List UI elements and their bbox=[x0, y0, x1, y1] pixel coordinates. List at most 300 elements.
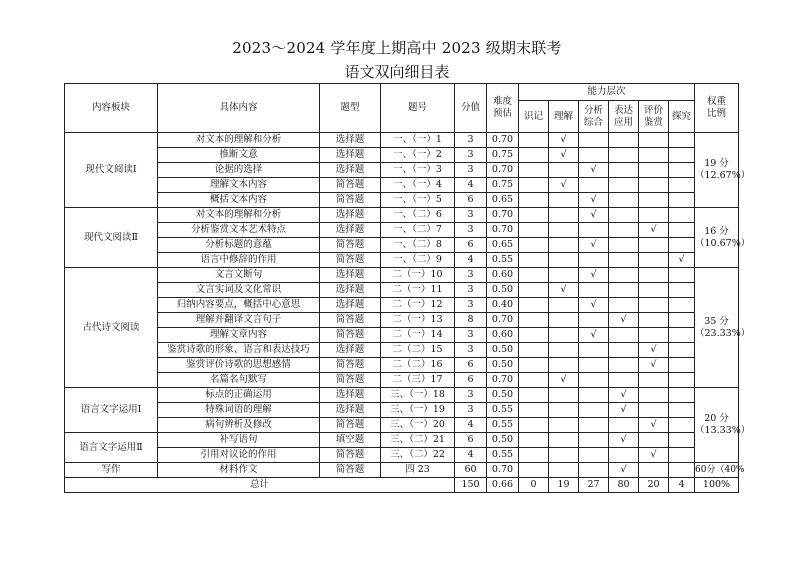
ability-cell bbox=[519, 193, 549, 208]
ability-cell bbox=[609, 238, 639, 253]
qnum-cell: 四 23 bbox=[381, 463, 455, 478]
content-cell: 推断文意 bbox=[158, 148, 320, 163]
table-row bbox=[65, 223, 739, 238]
ability-cell bbox=[579, 313, 609, 328]
ability-cell bbox=[669, 388, 695, 403]
table-row bbox=[65, 193, 739, 208]
header-qtype: 题型 bbox=[320, 84, 381, 133]
table-row bbox=[65, 418, 739, 433]
ability-cell bbox=[579, 133, 609, 148]
ability-cell bbox=[549, 418, 579, 433]
difficulty-cell: 0.65 bbox=[487, 193, 519, 208]
ability-cell bbox=[639, 328, 669, 343]
check-mark: √ bbox=[579, 208, 609, 223]
header-ability-col: 理解 bbox=[549, 101, 579, 133]
ability-cell bbox=[519, 313, 549, 328]
qtype-cell: 选择题 bbox=[320, 133, 381, 148]
total-label: 总计 bbox=[65, 478, 455, 493]
header-ability-col: 识记 bbox=[519, 101, 549, 133]
qtype-cell: 选择题 bbox=[320, 268, 381, 283]
check-mark: √ bbox=[609, 433, 639, 448]
ability-cell bbox=[549, 163, 579, 178]
ability-cell bbox=[669, 328, 695, 343]
ability-cell bbox=[669, 448, 695, 463]
ability-cell bbox=[639, 283, 669, 298]
check-mark: √ bbox=[549, 283, 579, 298]
qnum-cell: 三、（一）18 bbox=[381, 388, 455, 403]
ability-total-cell: 20 bbox=[639, 478, 669, 493]
writing-row bbox=[65, 463, 739, 478]
ability-cell bbox=[519, 223, 549, 238]
table-row bbox=[65, 343, 739, 358]
check-mark: √ bbox=[579, 238, 609, 253]
difficulty-cell: 0.50 bbox=[487, 433, 519, 448]
ability-cell bbox=[519, 463, 549, 478]
qnum-cell: 二（一）11 bbox=[381, 283, 455, 298]
ability-cell bbox=[609, 133, 639, 148]
qnum-cell: 二（一）13 bbox=[381, 313, 455, 328]
content-cell: 文言文断句 bbox=[158, 268, 320, 283]
ability-cell bbox=[549, 313, 579, 328]
content-cell: 引用对议论的作用 bbox=[158, 448, 320, 463]
score-cell: 4 bbox=[455, 178, 487, 193]
content-cell: 鉴赏评价诗歌的思想感情 bbox=[158, 358, 320, 373]
ability-cell bbox=[579, 418, 609, 433]
table-row bbox=[65, 403, 739, 418]
difficulty-cell: 0.40 bbox=[487, 298, 519, 313]
qnum-cell: 二（一）14 bbox=[381, 328, 455, 343]
content-cell: 名篇名句默写 bbox=[158, 373, 320, 388]
qnum-cell: 一、（一）5 bbox=[381, 193, 455, 208]
ability-cell bbox=[519, 418, 549, 433]
weight-cell: 35 分 （23.33%） bbox=[695, 268, 739, 388]
table-row bbox=[65, 313, 739, 328]
ability-cell bbox=[579, 388, 609, 403]
check-mark: √ bbox=[579, 193, 609, 208]
ability-cell bbox=[669, 283, 695, 298]
qtype-cell: 简答题 bbox=[320, 373, 381, 388]
score-cell: 6 bbox=[455, 238, 487, 253]
score-cell: 3 bbox=[455, 208, 487, 223]
difficulty-cell: 0.50 bbox=[487, 343, 519, 358]
table-row bbox=[65, 433, 739, 448]
score-cell: 3 bbox=[455, 328, 487, 343]
ability-cell bbox=[549, 328, 579, 343]
qnum-cell: 一、（二）8 bbox=[381, 238, 455, 253]
ability-cell bbox=[609, 223, 639, 238]
score-cell: 6 bbox=[455, 433, 487, 448]
qtype-cell: 简答题 bbox=[320, 313, 381, 328]
ability-cell bbox=[639, 373, 669, 388]
ability-cell bbox=[669, 343, 695, 358]
ability-cell bbox=[639, 433, 669, 448]
ability-cell bbox=[669, 223, 695, 238]
difficulty-cell: 0.50 bbox=[487, 388, 519, 403]
check-mark: √ bbox=[549, 178, 579, 193]
content-cell: 理解并翻译文言句子 bbox=[158, 313, 320, 328]
section-name: 写作 bbox=[65, 463, 158, 478]
ability-cell bbox=[669, 298, 695, 313]
content-cell: 病句辨析及修改 bbox=[158, 418, 320, 433]
header-row-1 bbox=[65, 84, 739, 101]
score-cell: 4 bbox=[455, 253, 487, 268]
ability-cell bbox=[609, 358, 639, 373]
weight-cell: 20 分 （13.33%） bbox=[695, 388, 739, 463]
ability-cell bbox=[609, 418, 639, 433]
check-mark: √ bbox=[549, 133, 579, 148]
ability-cell bbox=[549, 388, 579, 403]
qtype-cell: 简答题 bbox=[320, 463, 381, 478]
ability-cell bbox=[549, 433, 579, 448]
qnum-cell: 二（一）10 bbox=[381, 268, 455, 283]
ability-cell bbox=[639, 268, 669, 283]
ability-cell bbox=[609, 448, 639, 463]
qtype-cell: 简答题 bbox=[320, 328, 381, 343]
header-qnum: 题号 bbox=[381, 84, 455, 133]
ability-cell bbox=[669, 358, 695, 373]
page-subtitle: 语文双向细目表 bbox=[344, 63, 450, 81]
qnum-cell: 一、（二）7 bbox=[381, 223, 455, 238]
qnum-cell: 一、（一）2 bbox=[381, 148, 455, 163]
ability-cell bbox=[669, 148, 695, 163]
ability-cell bbox=[609, 193, 639, 208]
ability-cell bbox=[639, 178, 669, 193]
ability-cell bbox=[549, 403, 579, 418]
ability-cell bbox=[579, 253, 609, 268]
ability-cell bbox=[579, 433, 609, 448]
ability-cell bbox=[609, 283, 639, 298]
qnum-cell: 二（二）15 bbox=[381, 343, 455, 358]
qtype-cell: 选择题 bbox=[320, 298, 381, 313]
ability-cell bbox=[549, 193, 579, 208]
table-row bbox=[65, 373, 739, 388]
ability-cell bbox=[639, 388, 669, 403]
ability-cell bbox=[609, 163, 639, 178]
table-body bbox=[65, 84, 751, 493]
content-cell: 对文本的理解和分析 bbox=[158, 133, 320, 148]
table-row bbox=[65, 358, 739, 373]
score-cell: 3 bbox=[455, 163, 487, 178]
header-ability-col: 分析 综合 bbox=[579, 101, 609, 133]
check-mark: √ bbox=[549, 148, 579, 163]
section-name: 现代文阅读Ⅰ bbox=[65, 133, 158, 208]
check-mark: √ bbox=[579, 328, 609, 343]
header-ability-col: 评价 鉴赏 bbox=[639, 101, 669, 133]
ability-cell bbox=[639, 253, 669, 268]
qtype-cell: 简答题 bbox=[320, 178, 381, 193]
ability-cell bbox=[579, 403, 609, 418]
score-cell: 3 bbox=[455, 148, 487, 163]
ability-cell bbox=[549, 223, 579, 238]
ability-cell bbox=[609, 253, 639, 268]
difficulty-cell: 0.60 bbox=[487, 268, 519, 283]
ability-cell bbox=[639, 298, 669, 313]
ability-total-cell: 0 bbox=[519, 478, 549, 493]
table-row bbox=[65, 448, 739, 463]
content-cell: 概括文本内容 bbox=[158, 193, 320, 208]
content-cell: 理解文本内容 bbox=[158, 178, 320, 193]
qtype-cell: 简答题 bbox=[320, 253, 381, 268]
ability-cell bbox=[579, 343, 609, 358]
qtype-cell: 选择题 bbox=[320, 208, 381, 223]
ability-cell bbox=[669, 463, 695, 478]
qnum-cell: 二（一）12 bbox=[381, 298, 455, 313]
ability-cell bbox=[669, 193, 695, 208]
ability-cell bbox=[639, 208, 669, 223]
section-name: 语言文字运用Ⅱ bbox=[65, 433, 158, 463]
ability-cell bbox=[609, 208, 639, 223]
score-cell: 6 bbox=[455, 193, 487, 208]
difficulty-cell: 0.70 bbox=[487, 208, 519, 223]
check-mark: √ bbox=[549, 373, 579, 388]
difficulty-cell: 0.70 bbox=[487, 373, 519, 388]
qtype-cell: 选择题 bbox=[320, 388, 381, 403]
section-name: 语言文字运用Ⅰ bbox=[65, 388, 158, 433]
check-mark: √ bbox=[639, 343, 669, 358]
qtype-cell: 简答题 bbox=[320, 448, 381, 463]
total-row bbox=[65, 478, 739, 493]
header-content: 具体内容 bbox=[158, 84, 320, 133]
score-cell: 3 bbox=[455, 223, 487, 238]
difficulty-cell: 0.70 bbox=[487, 133, 519, 148]
ability-cell bbox=[669, 268, 695, 283]
ability-cell bbox=[609, 148, 639, 163]
check-mark: √ bbox=[609, 463, 639, 478]
ability-cell bbox=[549, 448, 579, 463]
score-cell: 3 bbox=[455, 343, 487, 358]
score-cell: 150 bbox=[455, 478, 487, 493]
section-name: 古代诗文阅读 bbox=[65, 268, 158, 388]
table-row bbox=[65, 148, 739, 163]
ability-cell bbox=[579, 358, 609, 373]
qnum-cell: 三、（一）20 bbox=[381, 418, 455, 433]
ability-cell bbox=[519, 268, 549, 283]
score-cell: 3 bbox=[455, 268, 487, 283]
qtype-cell: 选择题 bbox=[320, 223, 381, 238]
ability-cell bbox=[519, 178, 549, 193]
ability-cell bbox=[609, 343, 639, 358]
check-mark: √ bbox=[609, 403, 639, 418]
score-cell: 3 bbox=[455, 388, 487, 403]
qnum-cell: 一、（二）9 bbox=[381, 253, 455, 268]
ability-cell bbox=[549, 268, 579, 283]
content-cell: 归纳内容要点，概括中心意思 bbox=[158, 298, 320, 313]
table-row bbox=[65, 268, 739, 283]
ability-cell bbox=[669, 208, 695, 223]
section-name: 现代文阅读Ⅱ bbox=[65, 208, 158, 268]
ability-cell bbox=[579, 283, 609, 298]
qtype-cell: 选择题 bbox=[320, 163, 381, 178]
difficulty-cell: 0.65 bbox=[487, 238, 519, 253]
ability-cell bbox=[609, 328, 639, 343]
content-cell: 鉴赏诗歌的形象、语言和表达技巧 bbox=[158, 343, 320, 358]
difficulty-cell: 0.70 bbox=[487, 313, 519, 328]
ability-cell bbox=[639, 238, 669, 253]
ability-cell bbox=[669, 403, 695, 418]
score-cell: 3 bbox=[455, 133, 487, 148]
ability-cell bbox=[549, 238, 579, 253]
check-mark: √ bbox=[669, 253, 695, 268]
content-cell: 对文本的理解和分析 bbox=[158, 208, 320, 223]
qnum-cell: 三、（一）19 bbox=[381, 403, 455, 418]
content-cell: 语言中修辞的作用 bbox=[158, 253, 320, 268]
check-mark: √ bbox=[639, 448, 669, 463]
score-cell: 3 bbox=[455, 403, 487, 418]
ability-cell bbox=[549, 343, 579, 358]
ability-cell bbox=[669, 163, 695, 178]
content-cell: 分析鉴赏文本艺术特点 bbox=[158, 223, 320, 238]
ability-cell bbox=[579, 148, 609, 163]
table-row bbox=[65, 283, 739, 298]
check-mark: √ bbox=[609, 388, 639, 403]
difficulty-cell: 0.70 bbox=[487, 223, 519, 238]
qtype-cell: 选择题 bbox=[320, 283, 381, 298]
qnum-cell: 二（三）17 bbox=[381, 373, 455, 388]
table-row bbox=[65, 163, 739, 178]
ability-cell bbox=[519, 208, 549, 223]
ability-cell bbox=[519, 448, 549, 463]
ability-cell bbox=[519, 298, 549, 313]
ability-cell bbox=[609, 298, 639, 313]
ability-cell bbox=[639, 148, 669, 163]
check-mark: √ bbox=[639, 418, 669, 433]
difficulty-cell: 0.55 bbox=[487, 403, 519, 418]
qnum-cell: 一、（一）3 bbox=[381, 163, 455, 178]
ability-cell bbox=[579, 178, 609, 193]
ability-cell bbox=[639, 313, 669, 328]
qnum-cell: 一、（一）4 bbox=[381, 178, 455, 193]
ability-cell bbox=[519, 403, 549, 418]
ability-cell bbox=[579, 448, 609, 463]
ability-cell bbox=[519, 238, 549, 253]
ability-cell bbox=[519, 328, 549, 343]
ability-cell bbox=[669, 373, 695, 388]
ability-total-cell: 19 bbox=[549, 478, 579, 493]
content-cell: 材料作文 bbox=[158, 463, 320, 478]
header-weight: 权重 比例 bbox=[695, 84, 739, 133]
difficulty-cell: 0.55 bbox=[487, 253, 519, 268]
qtype-cell: 简答题 bbox=[320, 418, 381, 433]
ability-total-cell: 80 bbox=[609, 478, 639, 493]
check-mark: √ bbox=[609, 313, 639, 328]
content-cell: 特殊词语的理解 bbox=[158, 403, 320, 418]
score-cell: 3 bbox=[455, 298, 487, 313]
ability-cell bbox=[519, 163, 549, 178]
check-mark: √ bbox=[579, 163, 609, 178]
ability-cell bbox=[639, 193, 669, 208]
ability-cell bbox=[549, 208, 579, 223]
ability-cell bbox=[639, 163, 669, 178]
header-ability-col: 探究 bbox=[669, 101, 695, 133]
ability-cell bbox=[579, 223, 609, 238]
qtype-cell: 简答题 bbox=[320, 238, 381, 253]
qtype-cell: 简答题 bbox=[320, 193, 381, 208]
content-cell: 补写语句 bbox=[158, 433, 320, 448]
ability-cell bbox=[519, 358, 549, 373]
qtype-cell: 简答题 bbox=[320, 358, 381, 373]
ability-cell bbox=[519, 148, 549, 163]
header-ability-col: 表达 应用 bbox=[609, 101, 639, 133]
ability-cell bbox=[519, 373, 549, 388]
header-ability: 能力层次 bbox=[519, 84, 695, 101]
qtype-cell: 选择题 bbox=[320, 343, 381, 358]
difficulty-cell: 0.50 bbox=[487, 358, 519, 373]
qtype-cell: 填空题 bbox=[320, 433, 381, 448]
ability-cell bbox=[609, 178, 639, 193]
ability-cell bbox=[549, 298, 579, 313]
ability-cell bbox=[669, 133, 695, 148]
weight-cell: 60分（40% bbox=[695, 463, 739, 478]
table-row bbox=[65, 178, 739, 193]
difficulty-cell: 0.60 bbox=[487, 328, 519, 343]
ability-cell bbox=[519, 433, 549, 448]
qnum-cell: 三、（二）22 bbox=[381, 448, 455, 463]
score-cell: 6 bbox=[455, 358, 487, 373]
table-row bbox=[65, 238, 739, 253]
qnum-cell: 二（二）16 bbox=[381, 358, 455, 373]
ability-cell bbox=[579, 463, 609, 478]
difficulty-cell: 0.70 bbox=[487, 163, 519, 178]
difficulty-cell: 0.75 bbox=[487, 148, 519, 163]
content-cell: 标点的正确运用 bbox=[158, 388, 320, 403]
check-mark: √ bbox=[579, 298, 609, 313]
difficulty-cell: 0.66 bbox=[487, 478, 519, 493]
weight-cell: 100% bbox=[695, 478, 739, 493]
table-row bbox=[65, 133, 739, 148]
ability-total-cell: 27 bbox=[579, 478, 609, 493]
ability-cell bbox=[609, 268, 639, 283]
qtype-cell: 选择题 bbox=[320, 148, 381, 163]
table-row bbox=[65, 253, 739, 268]
ability-cell bbox=[669, 178, 695, 193]
ability-cell bbox=[519, 133, 549, 148]
qnum-cell: 三、（二）21 bbox=[381, 433, 455, 448]
ability-total-cell: 4 bbox=[669, 478, 695, 493]
header-score: 分值 bbox=[455, 84, 487, 133]
ability-cell bbox=[639, 403, 669, 418]
qnum-cell: 一、（一）1 bbox=[381, 133, 455, 148]
difficulty-cell: 0.75 bbox=[487, 178, 519, 193]
difficulty-cell: 0.50 bbox=[487, 283, 519, 298]
ability-cell bbox=[549, 358, 579, 373]
table-row bbox=[65, 298, 739, 313]
spec-table bbox=[64, 83, 751, 493]
score-cell: 4 bbox=[455, 418, 487, 433]
qnum-cell: 一、（二）6 bbox=[381, 208, 455, 223]
check-mark: √ bbox=[639, 358, 669, 373]
difficulty-cell: 0.70 bbox=[487, 463, 519, 478]
table-row bbox=[65, 388, 739, 403]
check-mark: √ bbox=[639, 223, 669, 238]
ability-cell bbox=[519, 343, 549, 358]
weight-cell: 19 分 （12.67%） bbox=[695, 133, 739, 208]
score-cell: 60 bbox=[455, 463, 487, 478]
weight-cell: 16 分 （10.67%） bbox=[695, 208, 739, 268]
ability-cell bbox=[519, 253, 549, 268]
content-cell: 文言实词及文化常识 bbox=[158, 283, 320, 298]
score-cell: 6 bbox=[455, 373, 487, 388]
difficulty-cell: 0.55 bbox=[487, 448, 519, 463]
content-cell: 论据的选择 bbox=[158, 163, 320, 178]
ability-cell bbox=[549, 253, 579, 268]
ability-cell bbox=[519, 388, 549, 403]
difficulty-cell: 0.55 bbox=[487, 418, 519, 433]
score-cell: 4 bbox=[455, 448, 487, 463]
check-mark: √ bbox=[579, 268, 609, 283]
table-row bbox=[65, 328, 739, 343]
ability-cell bbox=[669, 238, 695, 253]
ability-cell bbox=[639, 463, 669, 478]
